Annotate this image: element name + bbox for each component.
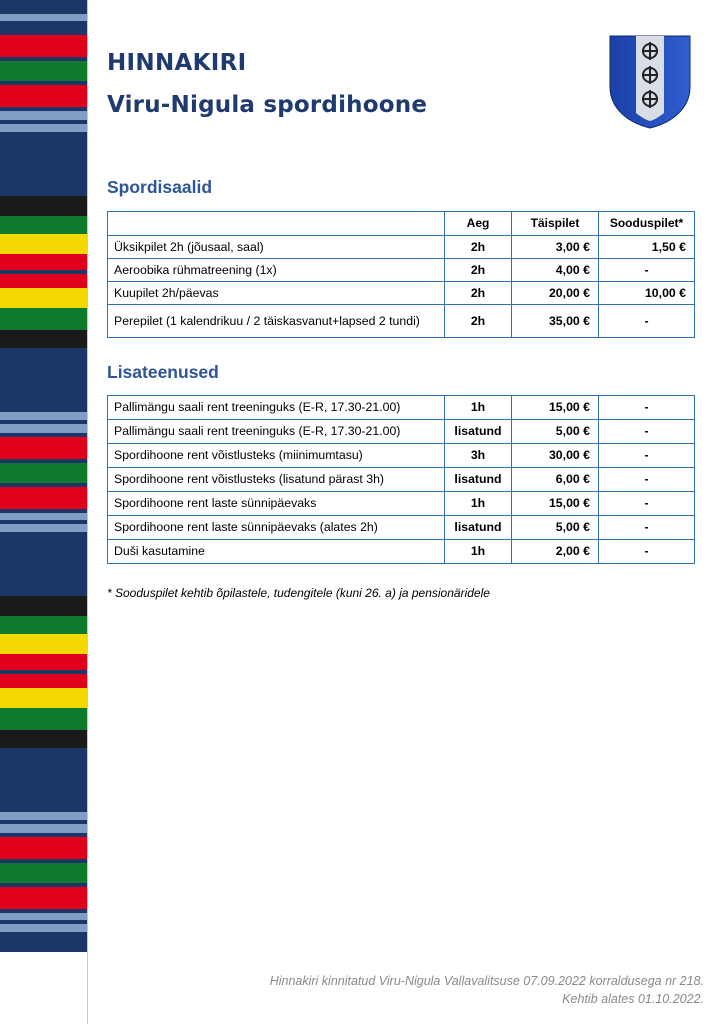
service-name: Pallimängu saali rent treeninguks (E-R, 17.30-21.00) [108, 420, 445, 444]
discount-price: - [599, 305, 695, 338]
discount-price: - [599, 444, 695, 468]
extras-price-table [107, 395, 695, 564]
stripe [0, 708, 87, 730]
service-name: Spordihoone rent laste sünnipäevaks [108, 492, 445, 516]
stripe [0, 654, 87, 670]
discount-price: - [599, 468, 695, 492]
stripe [0, 85, 87, 107]
table-header-row [108, 212, 695, 236]
full-price: 2,00 € [512, 540, 599, 564]
full-price: 15,00 € [512, 396, 599, 420]
full-price: 30,00 € [512, 444, 599, 468]
page-title: HINNAKIRI [107, 50, 247, 76]
service-time: 1h [445, 540, 512, 564]
decorative-stripe-band [0, 0, 88, 1024]
page-subtitle: Viru-Nigula spordihoone [107, 92, 428, 118]
stripe [0, 748, 87, 812]
full-price: 6,00 € [512, 468, 599, 492]
discount-price: 1,50 € [599, 236, 695, 259]
discount-price: - [599, 516, 695, 540]
service-time: 2h [445, 282, 512, 305]
document-footer [270, 972, 704, 1008]
section-heading-halls: Spordisaalid [107, 177, 213, 197]
full-price: 15,00 € [512, 492, 599, 516]
coat-of-arms-icon [609, 35, 691, 129]
full-price: 20,00 € [512, 282, 599, 305]
stripe [0, 596, 87, 616]
service-time: lisatund [445, 420, 512, 444]
discount-price: 10,00 € [599, 282, 695, 305]
table-row [108, 444, 695, 468]
table-row [108, 492, 695, 516]
table-row [108, 282, 695, 305]
service-time: 2h [445, 305, 512, 338]
discount-price: - [599, 396, 695, 420]
stripe [0, 932, 87, 952]
service-time: lisatund [445, 468, 512, 492]
column-header-service [108, 212, 445, 236]
stripe [0, 463, 87, 483]
stripe [0, 196, 87, 216]
service-name: Spordihoone rent võistlusteks (lisatund pärast 3h) [108, 468, 445, 492]
table-row [108, 236, 695, 259]
service-time: 3h [445, 444, 512, 468]
stripe [0, 634, 87, 654]
stripe [0, 913, 87, 920]
stripe [0, 437, 87, 459]
stripe [0, 513, 87, 520]
stripe [0, 254, 87, 270]
service-time: lisatund [445, 516, 512, 540]
service-time: 2h [445, 259, 512, 282]
stripe [0, 812, 87, 820]
stripe [0, 837, 87, 859]
stripe [0, 216, 87, 234]
discount-price: - [599, 540, 695, 564]
stripe [0, 674, 87, 688]
stripe [0, 14, 87, 21]
service-name: Perepilet (1 kalendrikuu / 2 täiskasvanut+lapsed 2 tundi) [108, 305, 445, 338]
service-time: 1h [445, 492, 512, 516]
discount-price: - [599, 492, 695, 516]
stripe [0, 412, 87, 420]
column-header-time: Aeg [445, 212, 512, 236]
footer-approval-line: Hinnakiri kinnitatud Viru-Nigula Vallavalitsuse 07.09.2022 korraldusega nr 218. [269, 974, 704, 988]
discount-footnote: * Sooduspilet kehtib õpilastele, tudengitele (kuni 26. a) ja pensionäridele [107, 586, 490, 600]
service-name: Kuupilet 2h/päevas [108, 282, 445, 305]
stripe [0, 35, 87, 57]
stripe [0, 0, 87, 14]
service-name: Üksikpilet 2h (jõusaal, saal) [108, 236, 445, 259]
full-price: 3,00 € [512, 236, 599, 259]
table-row [108, 468, 695, 492]
full-price: 35,00 € [512, 305, 599, 338]
discount-price: - [599, 420, 695, 444]
stripe [0, 288, 87, 308]
halls-price-table [107, 211, 695, 338]
service-name: Spordihoone rent võistlusteks (miinimumtasu) [108, 444, 445, 468]
column-header-discount-price: Sooduspilet* [599, 212, 695, 236]
table-row [108, 540, 695, 564]
stripe [0, 730, 87, 748]
stripe [0, 688, 87, 708]
stripe [0, 424, 87, 433]
full-price: 5,00 € [512, 516, 599, 540]
stripe [0, 863, 87, 883]
table-row [108, 305, 695, 338]
full-price: 4,00 € [512, 259, 599, 282]
stripe [0, 21, 87, 35]
stripe [0, 330, 87, 348]
stripe [0, 487, 87, 509]
service-time: 2h [445, 236, 512, 259]
service-name: Pallimängu saali rent treeninguks (E-R, 17.30-21.00) [108, 396, 445, 420]
stripe [0, 532, 87, 596]
full-price: 5,00 € [512, 420, 599, 444]
table-row [108, 516, 695, 540]
table-row [108, 420, 695, 444]
stripe [0, 61, 87, 81]
stripe [0, 524, 87, 532]
stripe [0, 132, 87, 196]
stripe [0, 274, 87, 288]
stripe [0, 924, 87, 932]
discount-price: - [599, 259, 695, 282]
service-time: 1h [445, 396, 512, 420]
stripe [0, 616, 87, 634]
service-name: Spordihoone rent laste sünnipäevaks (alates 2h) [108, 516, 445, 540]
service-name: Duši kasutamine [108, 540, 445, 564]
stripe [0, 824, 87, 833]
stripe [0, 111, 87, 120]
stripe [0, 234, 87, 254]
stripe [0, 887, 87, 909]
table-row [108, 259, 695, 282]
service-name: Aeroobika rühmatreening (1x) [108, 259, 445, 282]
column-header-full-price: Täispilet [512, 212, 599, 236]
stripe [0, 348, 87, 412]
stripe [0, 124, 87, 132]
footer-valid-from-line: Kehtib alates 01.10.2022. [562, 992, 704, 1006]
section-heading-extras: Lisateenused [107, 362, 219, 382]
table-row [108, 396, 695, 420]
stripe [0, 308, 87, 330]
